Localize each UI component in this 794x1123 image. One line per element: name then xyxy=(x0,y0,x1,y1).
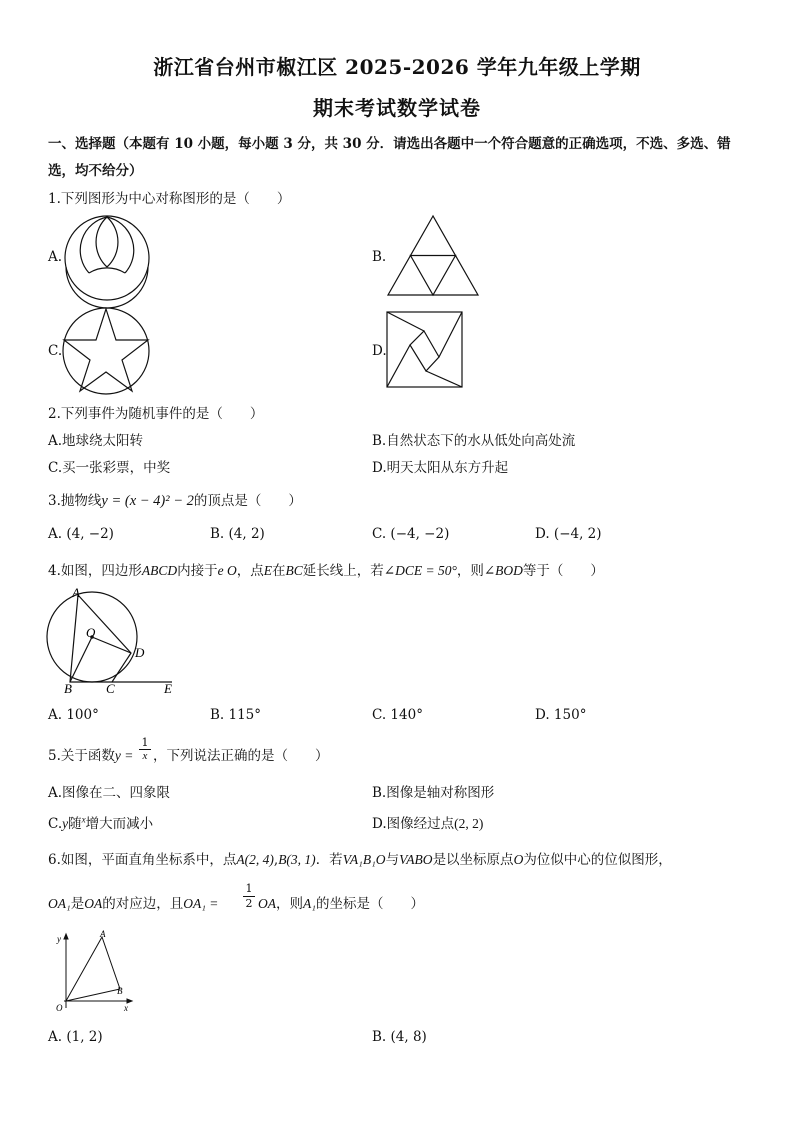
q5-option-b: B.图像是轴对称图形 xyxy=(372,785,495,801)
q4-label-d: D xyxy=(135,645,145,660)
q6-label-x: x xyxy=(124,1003,128,1013)
q4-option-a: A. 100° xyxy=(48,707,99,723)
q6-l2-p1: 是 xyxy=(70,896,85,912)
q1-option-d-figure xyxy=(386,311,464,389)
q5-y-equals: y = xyxy=(114,748,134,763)
exam-title-line1: 浙江省台州市椒江区 2025-2026 学年九年级上学期 xyxy=(153,55,641,79)
q6-l1-p5: 为位似中心的位似图形， xyxy=(523,852,672,868)
section-header-line1: 一、选择题（本题有 10 小题，每小题 3 分，共 30 分．请选出各题中一个符合题意的正确选项，不选、多选、错 xyxy=(48,136,731,152)
q6-l1-p1: 6.如图，平面直角坐标系中，点 xyxy=(48,852,237,868)
q6-option-a: A. (1, 2) xyxy=(48,1029,103,1045)
q6-l2-p3: ，则 xyxy=(276,896,303,912)
q1-option-c-label: C. xyxy=(48,343,63,359)
q4-point-e: E xyxy=(263,563,273,578)
q2-option-c: C.买一张彩票，中奖 xyxy=(48,460,171,476)
q4-stem-p6: ，则 xyxy=(456,563,484,579)
q4-label-a: A xyxy=(72,585,80,600)
q6-label-a: A xyxy=(100,929,106,939)
q3-option-c: C. (−4, −2) xyxy=(372,526,450,542)
q4-angle-bod: ∠BOD xyxy=(483,563,523,578)
exam-title-line2: 期末考试数学试卷 xyxy=(313,96,481,120)
q6-oa: OA xyxy=(84,896,103,911)
q3-option-b: B. (4, 2) xyxy=(210,526,265,542)
q3-formula: y = (x − 4)² − 2 xyxy=(101,493,194,509)
q4-abcd: ABCD xyxy=(141,563,178,578)
q2-stem: 2.下列事件为随机事件的是（ ） xyxy=(48,406,264,422)
q4-option-b: B. 115° xyxy=(210,707,262,723)
q6-l2-p2: 的对应边，且 xyxy=(102,896,184,912)
q6-line2-rest xyxy=(258,892,424,912)
q6-label-o: O xyxy=(56,1003,63,1013)
q4-label-e: E xyxy=(164,681,172,696)
q3-stem xyxy=(48,489,302,510)
q1-option-b-figure xyxy=(386,215,480,297)
q4-stem-p3: ，点 xyxy=(236,563,264,579)
q4-label-o: O xyxy=(86,625,96,640)
q5-option-d xyxy=(372,812,483,832)
q6-half-num: 1 xyxy=(243,882,255,897)
q1-option-c-figure xyxy=(60,305,152,395)
q6-option-b: B. (4, 8) xyxy=(372,1029,427,1045)
q4-label-c: C xyxy=(106,681,115,696)
q4-stem-p7: 等于（ ） xyxy=(522,563,604,579)
q5-stem xyxy=(48,744,133,764)
q5-fraction-num: 1 xyxy=(139,736,151,750)
q6-point-a: A(2, 4) xyxy=(236,852,274,867)
q3-stem-prefix: 3.抛物线 xyxy=(48,493,102,509)
section-header-line2: 选，均不给分） xyxy=(48,163,143,179)
q6-point-b: B(3, 1) xyxy=(278,852,316,867)
q1-stem: 1.下列图形为中心对称图形的是（ ） xyxy=(48,191,291,207)
q6-l1-p3: 与 xyxy=(385,852,400,868)
q5-stem-p1: 5.关于函数 xyxy=(48,748,115,764)
q4-stem-p5: 延长线上，若 xyxy=(302,563,384,579)
q6-eq-rhs: OA xyxy=(258,896,276,911)
q5-option-c-y: y xyxy=(62,816,69,831)
q5-stem-p2: ，下列说法正确的是（ ） xyxy=(153,748,329,764)
q6-comma: , xyxy=(273,852,279,868)
q6-half-den: 2 xyxy=(245,897,253,910)
q5-fraction xyxy=(139,736,151,763)
q5-option-c-p1: C. xyxy=(48,816,63,832)
q4-stem-p2: 内接于 xyxy=(177,563,218,579)
q4-bc: BC xyxy=(285,563,303,578)
q4-stem-p4: 在 xyxy=(272,563,286,579)
q3-option-d: D. (−4, 2) xyxy=(535,526,602,542)
q6-coordinate-figure xyxy=(52,928,142,1014)
q6-l1-p2: ．若 xyxy=(315,852,343,868)
q5-fraction-den: x xyxy=(142,750,148,762)
q5-option-d-point: (2, 2) xyxy=(454,816,484,831)
q1-option-a-figure xyxy=(62,215,152,301)
q6-l1-p4: 是以坐标原点 xyxy=(432,852,514,868)
q6-l2-p4: 的坐标是（ ） xyxy=(315,896,424,912)
q4-label-b: B xyxy=(64,681,72,696)
q6-label-y: y xyxy=(57,934,61,944)
q6-eq-lhs: OA₁ = xyxy=(183,896,219,911)
q6-origin: O xyxy=(513,852,524,867)
q1-option-a-label: A. xyxy=(48,249,63,265)
q4-angle-dce: ∠DCE = 50° xyxy=(383,563,457,578)
q2-option-b: B.自然状态下的水从低处向高处流 xyxy=(372,433,576,449)
q6-line2 xyxy=(48,892,218,912)
q4-circle: e O xyxy=(217,563,237,578)
q2-option-d: D.明天太阳从东方升起 xyxy=(372,460,509,476)
q6-half-fraction xyxy=(243,882,255,911)
q6-triangle-a1b1o: VA₁B₁O xyxy=(342,852,386,867)
q4-circle-figure xyxy=(44,585,184,695)
q2-option-a: A.地球绕太阳转 xyxy=(48,433,144,449)
q6-a1: A₁ xyxy=(303,896,316,911)
q6-oa1: OA₁ xyxy=(48,896,71,911)
q4-option-d: D. 150° xyxy=(535,707,587,723)
q6-triangle-abo: VABO xyxy=(399,852,433,867)
q5-option-a: A.图像在二、四象限 xyxy=(48,785,171,801)
q4-option-c: C. 140° xyxy=(372,707,423,723)
q1-option-b-label: B. xyxy=(372,249,387,265)
q4-stem-p1: 4.如图，四边形 xyxy=(48,563,142,579)
q5-option-c-p3: 增大而减小 xyxy=(85,816,154,832)
q5-option-c-p2: 随 xyxy=(68,816,82,832)
q6-line1 xyxy=(48,848,672,868)
q5-option-c xyxy=(48,812,153,832)
q3-stem-suffix: 的顶点是（ ） xyxy=(193,493,302,509)
q1-option-d-label: D. xyxy=(372,343,387,359)
q5-option-d-p1: D.图像经过点 xyxy=(372,816,455,832)
q5-option-c-x: x xyxy=(81,814,86,825)
q3-option-a: A. (4, −2) xyxy=(48,526,114,542)
q6-label-b: B xyxy=(117,986,123,996)
q4-stem xyxy=(48,559,604,579)
